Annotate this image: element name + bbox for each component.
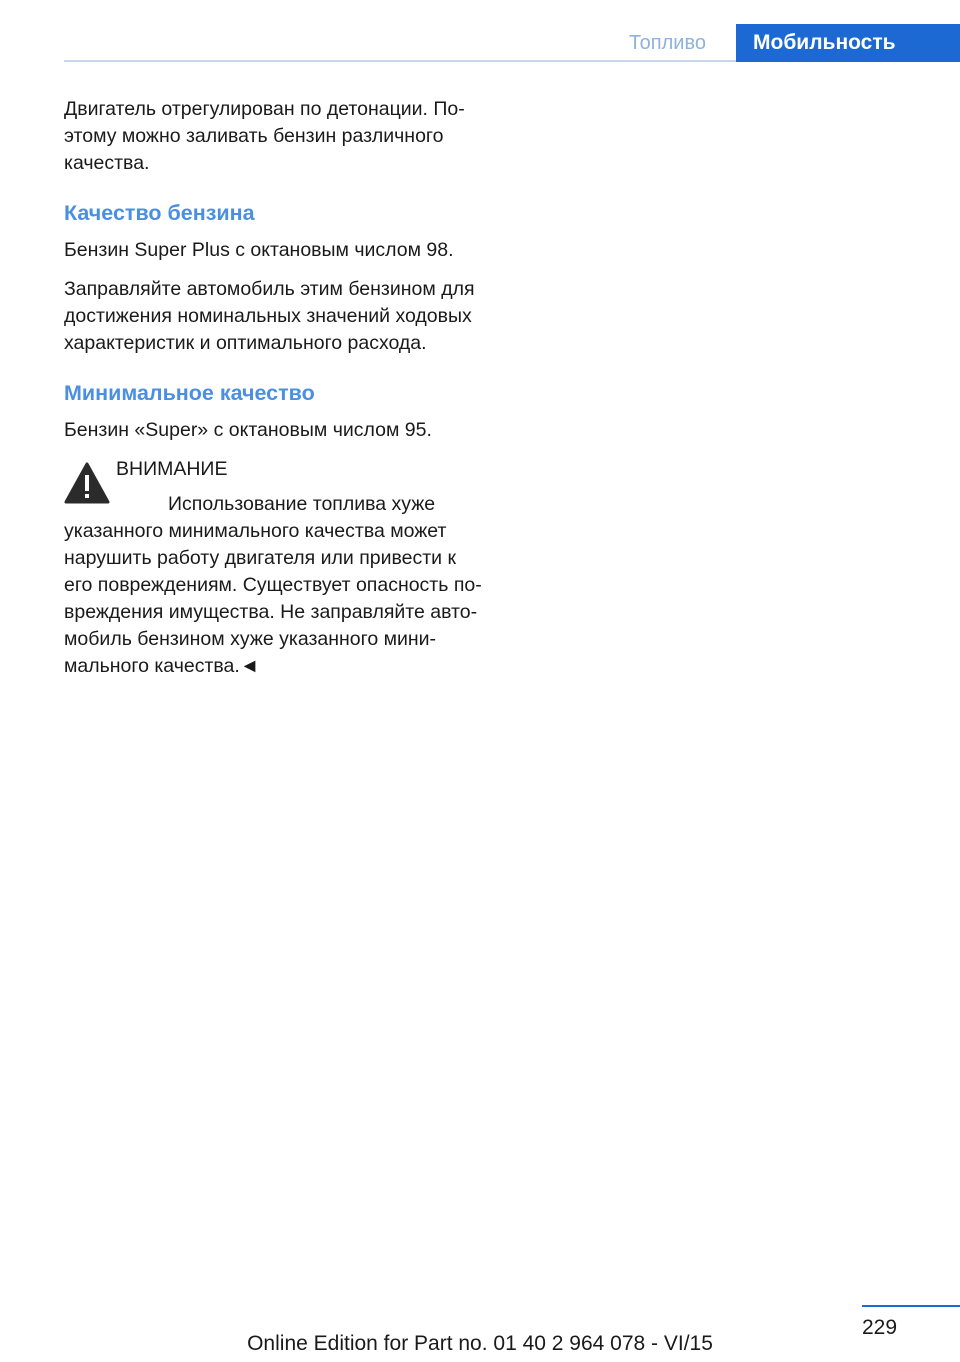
warning-triangle-icon [64, 462, 110, 504]
warning-title: ВНИМАНИЕ [116, 458, 228, 480]
footer-rule [862, 1305, 960, 1307]
main-content [64, 96, 484, 680]
page-number: 229 [862, 1316, 898, 1339]
header-chapter-tab: Мобильность [736, 24, 960, 62]
warning-block [64, 456, 484, 680]
intro-paragraph: Двигатель отрегулирован по детонации. Поэтому можно заливать бензин различного качества. [64, 98, 465, 174]
minimum-quality-line1: Бензин «Super» с октановым числом 95. [64, 419, 432, 441]
footer-edition: Online Edition for Part no. 01 40 2 964 078 - VI/15 [247, 1332, 713, 1355]
fuel-quality-line1: Бензин Super Plus с октановым числом 98. [64, 239, 454, 261]
header-section-label: Топливо [629, 32, 706, 54]
fuel-quality-line2: Заправляйте автомобиль этим бензином для достижения номинальных значений ходовых характеристик и оптимального расхода. [64, 278, 475, 354]
warning-text-body: Использование топлива хуже указанного минимального качества может нарушить работу двигателя или привести к его повреждениям. Существует опасность повреждения имущества. Не заправляйте автомобиль бензином хуже указанного минимального качества.◄ [64, 493, 482, 677]
heading-fuel-quality: Качество бензина [64, 201, 255, 225]
heading-minimum-quality: Минимальное качество [64, 381, 315, 405]
warning-text [64, 491, 484, 680]
